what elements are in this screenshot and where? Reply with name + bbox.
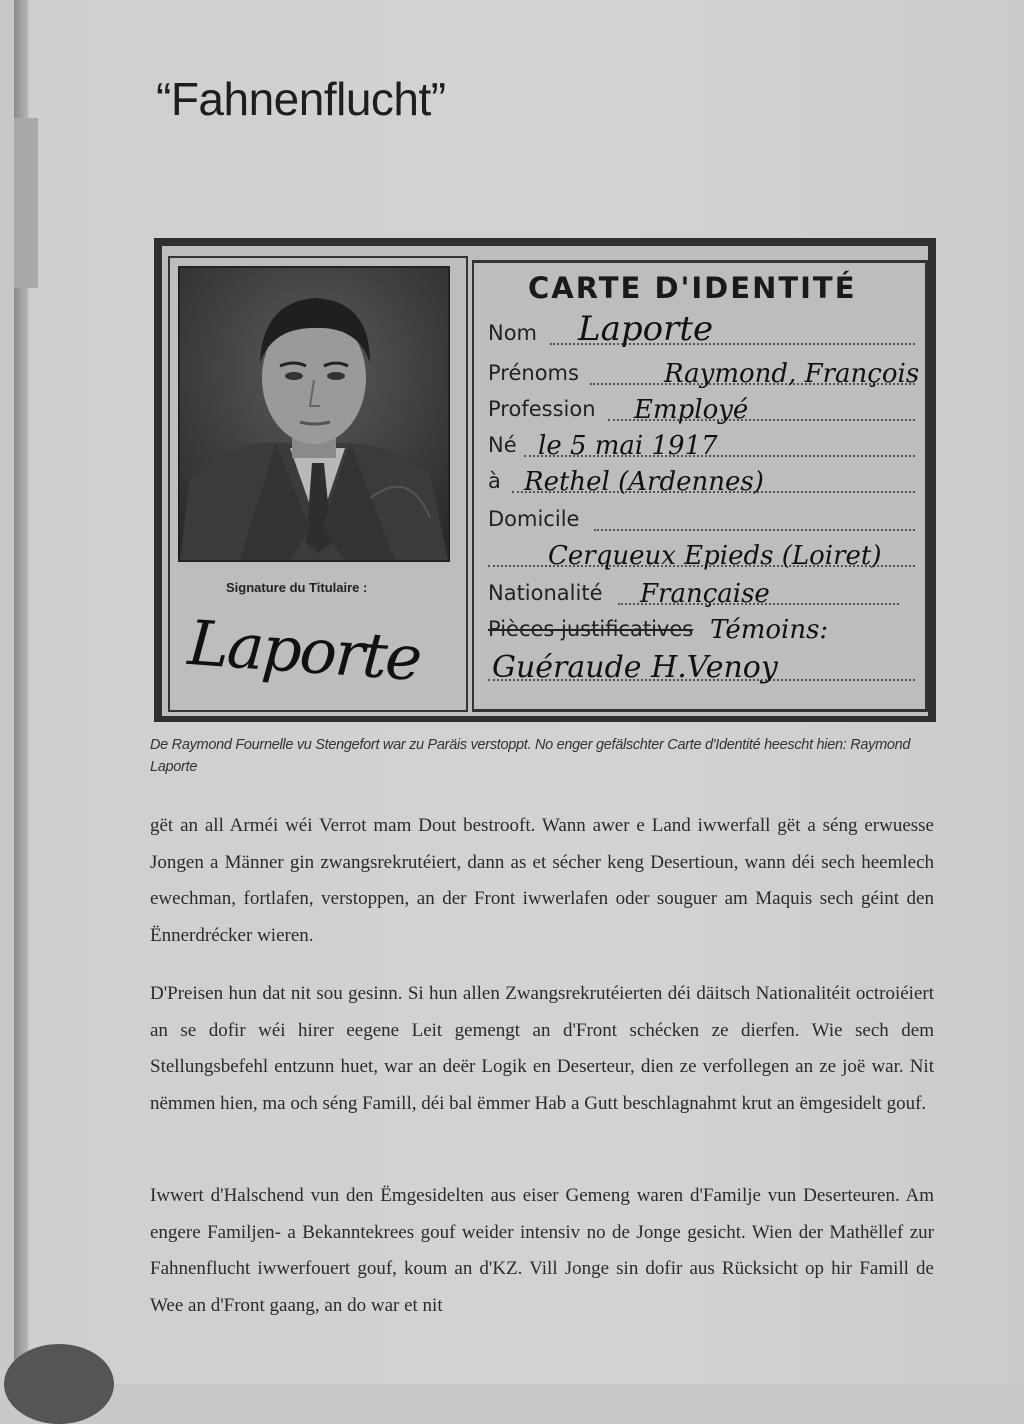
field-ne bbox=[488, 427, 915, 463]
field-value: Rethel (Ardennes) bbox=[524, 467, 764, 497]
field-label: Profession bbox=[488, 397, 596, 421]
field-label: Prénoms bbox=[488, 361, 579, 385]
id-card-title: CARTE D'IDENTITÉ bbox=[528, 271, 857, 305]
portrait-image bbox=[180, 268, 448, 560]
field-value: Cerqueux Epieds (Loiret) bbox=[548, 541, 882, 571]
id-card-left-panel bbox=[168, 256, 468, 712]
id-card-photo bbox=[154, 238, 936, 722]
field-label: Né bbox=[488, 433, 517, 457]
field-label: Nationalité bbox=[488, 581, 603, 605]
field-label: Pièces justificatives bbox=[488, 617, 694, 641]
id-card bbox=[162, 246, 928, 716]
field-value: Laporte bbox=[578, 309, 714, 349]
handwritten-signature: Laporte bbox=[185, 605, 423, 696]
field-value: Guéraude H.Venoy bbox=[492, 650, 778, 685]
field-profession bbox=[488, 391, 915, 427]
field-pieces bbox=[488, 611, 915, 647]
field-value: Française bbox=[640, 579, 770, 609]
signature-label: Signature du Titulaire : bbox=[226, 580, 368, 595]
page-tab bbox=[14, 118, 38, 288]
id-card-right-panel bbox=[472, 260, 928, 712]
field-temoins bbox=[488, 651, 915, 687]
page-title: “Fahnenflucht” bbox=[156, 73, 446, 125]
field-value: Employé bbox=[634, 395, 749, 425]
field-label: Domicile bbox=[488, 507, 580, 531]
field-nationalite bbox=[488, 575, 915, 611]
book-page bbox=[14, 0, 1024, 1384]
field-label: Nom bbox=[488, 321, 538, 345]
field-prenoms bbox=[488, 355, 920, 391]
field-value: le 5 mai 1917 bbox=[538, 431, 718, 461]
body-paragraph: Iwwert d'Halschend vun den Ëmgesidelten aus eiser Gemeng waren d'Familje vun Deserteuren. Am engere Familjen- a Bekanntekrees gouf weider intensiv no de Jonge gesicht. Wien der Mathëllef zur Fahnenflucht iwwerfouert gouf, koum an d'KZ. Vill Jonge sin dofir aus Rücksicht op hir Famill de Wee an d'Front gaang, an do war et nit bbox=[150, 1185, 934, 1316]
field-nom bbox=[488, 309, 915, 351]
field-domicile bbox=[488, 501, 915, 537]
field-value: Témoins: bbox=[710, 615, 829, 645]
portrait-photo bbox=[178, 266, 450, 562]
body-paragraph: gët an all Arméi wéi Verrot mam Dout bestrooft. Wann awer e Land iwwerfall gët a séng erwuesse Jongen a Männer gin zwangsrekrutéiert, dann as et sécher keng Desertioun, wann déi sech heemlech ewechman, fortlafen, verstoppen, an der Front iwwerlafen oder souguer am Maquis sech géint den Ënnerdrécker wieren. bbox=[150, 815, 934, 946]
thumb-shadow bbox=[4, 1344, 114, 1424]
body-paragraph: D'Preisen hun dat nit sou gesinn. Si hun allen Zwangsrekrutéierten déi däitsch Nationalitéit octroiéiert an se dofir wéi hirer eegene Leit gemengt an d'Front schécken ze dierfen. Wie sech dem Stellungsbefehl entzunn huet, war an deër Logik en Deserteur, dien ze verfollegen an ze joë war. Nit nëmmen hien, ma och séng Famill, déi bal ëmmer Hab a Gutt beschlagnahmt krut an ëmgesidelt gouf. bbox=[150, 983, 934, 1114]
field-label: à bbox=[488, 469, 501, 493]
photo-caption: De Raymond Fournelle vu Stengefort war zu Paräis verstoppt. No enger gefälschter Carte d'Identité heescht hien: Raymond Laporte bbox=[150, 737, 911, 775]
field-domicile-value bbox=[488, 537, 915, 573]
field-lieu bbox=[488, 463, 915, 499]
field-value: Raymond, François bbox=[664, 359, 920, 389]
